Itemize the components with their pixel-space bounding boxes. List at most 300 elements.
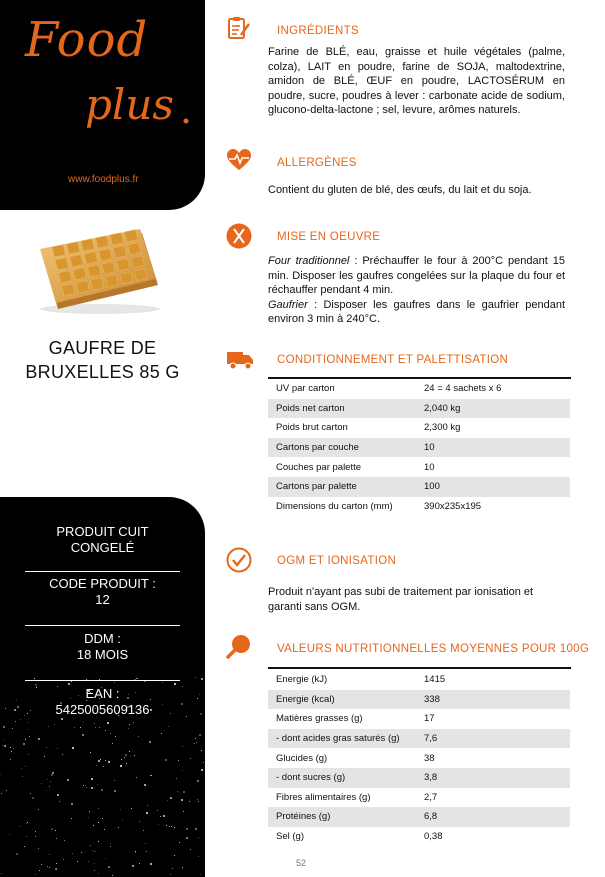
- sparkle-dot: [100, 759, 101, 760]
- product-title-line2: BRUXELLES 85 G: [25, 362, 180, 382]
- waffle-cell: [84, 252, 98, 264]
- sparkle-dot: [161, 733, 162, 734]
- waffle-cell: [62, 284, 76, 296]
- sparkle-dot: [128, 728, 129, 729]
- sparkle-dot: [168, 726, 169, 727]
- sparkle-dot: [98, 808, 99, 809]
- row-value: 1415: [424, 674, 446, 686]
- magnifier-icon: [226, 633, 252, 659]
- sparkle-dot: [199, 694, 200, 695]
- sparkle-dot: [38, 848, 39, 849]
- sparkle-dot: [24, 846, 25, 847]
- sparkle-dot: [71, 803, 73, 805]
- sparkle-dot: [28, 754, 29, 755]
- sparkle-dot: [49, 786, 50, 787]
- sparkle-dot: [114, 780, 115, 781]
- sparkle-dot: [15, 721, 16, 722]
- allergens-text: Contient du gluten de blé, des œufs, du lait et du soja.: [268, 184, 532, 196]
- waffle-cell: [99, 249, 113, 261]
- sparkle-dot: [77, 861, 78, 862]
- sparkle-dot: [56, 838, 57, 839]
- sparkle-dot: [189, 801, 190, 802]
- sparkle-dot: [35, 874, 36, 875]
- sparkle-dot: [56, 863, 57, 864]
- ogm-title: OGM ET IONISATION: [277, 555, 397, 567]
- sparkle-dot: [22, 776, 23, 777]
- row-value: 2,300 kg: [424, 422, 461, 434]
- sparkle-dot: [56, 869, 57, 870]
- sparkle-dot: [10, 747, 11, 748]
- info-ean-value: 5425005609136: [55, 702, 150, 717]
- waffle-cell: [58, 271, 72, 283]
- waffle-cell: [102, 262, 116, 274]
- row-label: Couches par palette: [276, 461, 362, 473]
- sparkle-dot: [124, 757, 125, 758]
- sparkle-dot: [49, 867, 50, 868]
- row-value: 338: [416, 690, 570, 710]
- sparkle-dot: [166, 825, 167, 826]
- table-row: [268, 690, 570, 710]
- sparkle-dot: [134, 755, 135, 756]
- sparkle-dot: [186, 837, 188, 839]
- sparkle-dot: [63, 859, 64, 860]
- sparkle-dot: [195, 828, 197, 830]
- row-value: 6,8: [416, 807, 570, 827]
- sparkle-dot: [47, 779, 48, 780]
- sparkle-dot: [151, 775, 152, 776]
- sparkle-dot: [81, 852, 82, 853]
- sparkle-dot: [126, 763, 127, 764]
- sparkle-dot: [169, 826, 170, 827]
- sparkle-dot: [98, 760, 100, 762]
- sparkle-dot: [48, 726, 49, 727]
- sparkle-dot: [96, 765, 97, 766]
- sparkle-dot: [72, 747, 74, 749]
- sparkle-dot: [35, 831, 36, 832]
- row-label: Fibres alimentaires (g): [276, 791, 371, 803]
- sparkle-dot: [44, 756, 45, 757]
- waffle-cell: [128, 243, 142, 255]
- sparkle-dot: [198, 837, 199, 838]
- table-row: [268, 827, 570, 847]
- sparkle-dot: [16, 853, 18, 855]
- sparkle-dot: [170, 874, 171, 875]
- sparkle-dot: [57, 794, 59, 796]
- sparkle-dot: [176, 778, 177, 779]
- row-label: Glucides (g): [276, 752, 328, 764]
- sparkle-dot: [105, 730, 106, 731]
- waffle-cell: [67, 242, 81, 254]
- table-row: [268, 807, 570, 827]
- row-value: 2,040 kg: [416, 399, 570, 419]
- info-ean-label: EAN :: [85, 686, 120, 701]
- sparkle-dot: [62, 754, 63, 755]
- sparkle-dot: [139, 821, 140, 822]
- row-value: 7,6: [416, 729, 570, 749]
- sparkle-dot: [200, 713, 202, 715]
- sparkle-dot: [157, 810, 158, 811]
- sparkle-dot: [194, 743, 195, 744]
- check-circle-icon: [226, 547, 252, 573]
- sparkle-dot: [182, 770, 183, 771]
- brand-url: www.foodplus.fr: [68, 174, 139, 185]
- row-value: 2,7: [424, 791, 438, 803]
- sparkle-dot: [46, 747, 47, 748]
- preparation-waffle-iron: [268, 298, 565, 327]
- row-value: 17: [424, 713, 435, 725]
- sparkle-dot: [38, 809, 39, 810]
- sparkle-dot: [11, 751, 12, 752]
- sparkle-dot: [198, 801, 199, 802]
- sparkle-dot: [120, 809, 121, 810]
- sparkle-dot: [29, 736, 30, 737]
- sparkle-dot: [83, 722, 84, 723]
- waffle-cell: [52, 245, 66, 257]
- row-value: 38: [424, 752, 435, 764]
- sparkle-dot: [146, 812, 148, 814]
- sparkle-dot: [129, 751, 130, 752]
- sparkle-dot: [94, 851, 95, 852]
- sparkle-dot: [4, 745, 6, 747]
- sparkle-dot: [101, 789, 103, 791]
- sparkle-dot: [114, 682, 115, 683]
- row-label: Protéines (g): [268, 807, 416, 827]
- waffle-cell: [55, 258, 68, 270]
- sparkle-dot: [72, 853, 73, 854]
- sparkle-dot: [95, 727, 96, 728]
- preparation-oven-label: Four traditionnel: [268, 255, 350, 267]
- sparkle-dot: [201, 678, 203, 680]
- waffle-image: [30, 225, 165, 315]
- sparkle-dot: [28, 729, 29, 730]
- product-info-panel: [0, 497, 205, 877]
- sparkle-dot: [28, 722, 29, 723]
- sparkle-dot: [112, 743, 113, 744]
- sparkle-dot: [114, 790, 116, 792]
- sparkle-dot: [4, 739, 5, 740]
- sparkle-dot: [121, 759, 122, 760]
- table-row: [268, 379, 570, 399]
- sparkle-dot: [13, 748, 14, 749]
- sparkle-dot: [21, 768, 22, 769]
- sparkle-dot: [89, 811, 90, 812]
- info-product-code: [25, 576, 180, 608]
- sparkle-dot: [86, 787, 87, 788]
- product-title-line1: GAUFRE DE: [48, 338, 157, 358]
- logo-dot-icon: [183, 118, 189, 124]
- sparkle-dot: [5, 708, 6, 709]
- sparkle-dot: [149, 741, 151, 743]
- info-ddm-label: DDM :: [84, 631, 121, 646]
- sparkle-dot: [94, 723, 95, 724]
- sparkle-dot: [110, 733, 111, 734]
- sparkle-dot: [41, 783, 42, 784]
- info-code-label: CODE PRODUIT :: [49, 576, 156, 591]
- sparkle-dot: [203, 762, 204, 763]
- sparkle-dot: [50, 781, 51, 782]
- sparkle-dot: [64, 840, 65, 841]
- table-row: [268, 748, 570, 768]
- sparkle-dot: [110, 846, 111, 847]
- row-value: 0,38: [424, 831, 443, 843]
- sparkle-dot: [183, 791, 185, 793]
- packaging-table: [268, 379, 570, 516]
- sparkle-dot: [195, 738, 196, 739]
- nutrition-table-rule: [268, 667, 571, 669]
- sparkle-dot: [145, 843, 146, 844]
- row-label: Cartons par couche: [268, 438, 416, 458]
- sparkle-dot: [27, 822, 28, 823]
- sparkle-dot: [26, 836, 27, 837]
- sparkle-dot: [97, 784, 98, 785]
- sparkle-dot: [83, 785, 84, 786]
- sparkle-dot: [91, 787, 93, 789]
- waffle-cell: [110, 233, 124, 245]
- sparkle-dot: [190, 849, 191, 850]
- sparkle-dot: [90, 752, 91, 753]
- sparkle-dot: [186, 828, 188, 830]
- sparkle-dot: [1, 793, 2, 794]
- sparkle-dot: [26, 823, 27, 824]
- sparkle-dot: [183, 811, 184, 812]
- row-value: 390x235x195: [424, 500, 482, 512]
- row-label: Energie (kJ): [276, 674, 328, 686]
- sparkle-dot: [174, 827, 175, 828]
- info-ddm: [25, 631, 180, 663]
- fork-knife-icon: [226, 223, 252, 249]
- sparkle-dot: [197, 698, 198, 699]
- waffle-cell: [76, 281, 90, 293]
- waffle-cell: [73, 268, 87, 280]
- sparkle-dot: [39, 870, 40, 871]
- row-label: Poids net carton: [268, 399, 416, 419]
- sparkle-dot: [1, 873, 2, 874]
- row-value: 10: [424, 461, 435, 473]
- sparkle-dot: [91, 778, 93, 780]
- waffle-cell: [81, 239, 95, 251]
- waffle-cell: [87, 265, 101, 277]
- sparkle-dot: [143, 830, 144, 831]
- info-code-value: 12: [95, 592, 110, 607]
- ingredients-text: Farine de BLÉ, eau, graisse et huile végétales (palme, colza), LAIT en poudre, farine de SOJA, maltodextrine, amidon de BLÉ, ŒUF en poudre, LACTOSÉRUM en poudre, sucre, poudres à lever : carbonate acide de sodium, glucono-delta-lactone ; sel, levure, arômes naturels.: [268, 46, 565, 116]
- sparkle-dot: [19, 826, 20, 827]
- table-row: [268, 399, 570, 419]
- table-row: [268, 477, 570, 497]
- sparkle-dot: [25, 739, 26, 740]
- sparkle-dot: [51, 774, 53, 776]
- waffle-cell: [91, 278, 105, 290]
- sparkle-dot: [88, 861, 89, 862]
- sparkle-dot: [178, 760, 179, 761]
- sparkle-dot: [98, 873, 99, 874]
- sparkle-dot: [136, 777, 137, 778]
- sparkle-dot: [186, 716, 187, 717]
- sparkle-dot: [137, 678, 138, 679]
- sparkle-dot: [115, 736, 116, 737]
- sparkle-dot: [195, 677, 196, 678]
- sparkle-dot: [88, 817, 89, 818]
- sparkle-dot: [82, 731, 83, 732]
- sparkle-dot: [201, 769, 203, 771]
- sparkle-dot: [129, 724, 130, 725]
- table-row: [268, 729, 570, 749]
- sparkle-dot: [174, 855, 175, 856]
- waffle-cell: [120, 272, 134, 284]
- sparkle-dot: [32, 797, 34, 799]
- sparkle-dot: [93, 825, 94, 826]
- info-ddm-value: 18 MOIS: [76, 647, 129, 662]
- waffle-cell: [134, 269, 148, 281]
- sparkle-dot: [3, 726, 5, 728]
- sparkle-dot: [80, 727, 81, 728]
- sparkle-dot: [10, 759, 11, 760]
- sparkle-dot: [182, 746, 183, 747]
- waffle-cell: [125, 230, 139, 242]
- info-separator: [25, 571, 180, 572]
- info-state-line2: CONGELÉ: [70, 540, 135, 555]
- sparkle-dot: [108, 761, 110, 763]
- sparkle-dot: [103, 766, 104, 767]
- sparkle-dot: [182, 867, 183, 868]
- row-label: Sel (g): [276, 831, 304, 843]
- sparkle-dot: [197, 780, 199, 782]
- sparkle-dot: [55, 830, 56, 831]
- preparation-title: MISE EN OEUVRE: [277, 231, 381, 243]
- row-label: Matières grasses (g): [276, 713, 363, 725]
- preparation-text: [268, 254, 565, 327]
- sparkle-dot: [198, 856, 199, 857]
- sparkle-dot: [105, 760, 106, 761]
- sparkle-dot: [181, 799, 183, 801]
- sparkle-dot: [190, 758, 191, 759]
- sparkle-dot: [172, 868, 173, 869]
- sparkle-dot: [147, 805, 148, 806]
- sparkle-dot: [177, 791, 178, 792]
- sparkle-dot: [107, 722, 109, 724]
- waffle-cell: [96, 236, 110, 248]
- sparkle-dot: [82, 734, 84, 736]
- waffle-cell: [70, 255, 84, 267]
- sparkle-dot: [196, 742, 197, 743]
- sparkle-dot: [61, 718, 63, 720]
- info-separator: [25, 625, 180, 626]
- row-value: 3,8: [416, 768, 570, 788]
- row-label: Poids brut carton: [276, 422, 348, 434]
- sparkle-dot: [197, 799, 198, 800]
- sparkle-dot: [51, 828, 53, 830]
- sparkle-dot: [41, 864, 42, 865]
- sparkle-dot: [98, 841, 99, 842]
- sparkle-dot: [104, 829, 105, 830]
- sparkle-dot: [110, 843, 111, 844]
- allergens-title: ALLERGÈNES: [277, 157, 357, 169]
- brand-logo-panel: [0, 0, 205, 210]
- sparkle-dot: [170, 797, 172, 799]
- sparkle-dot: [94, 863, 95, 864]
- sparkle-dot: [118, 827, 119, 828]
- sparkle-dot: [201, 750, 202, 751]
- page-number: 52: [296, 858, 307, 868]
- sparkle-dot: [131, 808, 132, 809]
- sparkle-dot: [139, 863, 140, 864]
- table-row: [268, 418, 570, 438]
- sparkle-dot: [160, 816, 161, 817]
- sparkle-dot: [20, 719, 21, 720]
- sparkle-dot: [38, 738, 40, 740]
- sparkle-dot: [133, 722, 134, 723]
- sparkle-dot: [144, 784, 146, 786]
- sparkle-dot: [181, 703, 183, 705]
- info-state-line1: PRODUIT CUIT: [56, 524, 149, 539]
- sparkle-dot: [108, 866, 110, 868]
- sparkle-dot: [171, 826, 172, 827]
- sparkle-dot: [68, 683, 70, 685]
- table-row: [268, 788, 570, 808]
- sparkle-dot: [122, 819, 123, 820]
- sparkle-dot: [165, 759, 167, 761]
- table-row: [268, 709, 570, 729]
- table-row: [268, 768, 570, 788]
- nutrition-title: VALEURS NUTRITIONNELLES MOYENNES POUR 100G: [277, 643, 590, 655]
- sparkle-dot: [199, 734, 201, 736]
- sparkle-dot: [34, 678, 35, 679]
- sparkle-dot: [67, 779, 69, 781]
- sparkle-dot: [200, 874, 201, 875]
- sparkle-dot: [54, 724, 55, 725]
- table-row: [268, 438, 570, 458]
- sparkle-dot: [132, 865, 134, 867]
- sparkle-dot: [59, 801, 60, 802]
- brand-name-plus: plus: [85, 80, 174, 129]
- sparkle-dot: [162, 682, 163, 683]
- sparkle-dot: [46, 790, 47, 791]
- sparkle-dot: [30, 793, 31, 794]
- waffle-cell: [116, 259, 129, 271]
- sparkle-dot: [12, 728, 13, 729]
- sparkle-dot: [125, 754, 127, 756]
- sparkle-dot: [98, 822, 99, 823]
- sparkle-dot: [163, 815, 165, 817]
- ogm-text: Produit n'ayant pas subi de traitement par ionisation et garanti sans OGM.: [268, 586, 534, 613]
- row-value: 100: [416, 477, 570, 497]
- sparkle-dot: [25, 766, 26, 767]
- row-label: Cartons par palette: [268, 477, 416, 497]
- sparkle-dot: [71, 818, 72, 819]
- sparkle-dot: [182, 686, 183, 687]
- table-row: [268, 457, 570, 477]
- info-separator: [25, 680, 180, 681]
- waffle-cell: [105, 275, 119, 287]
- sparkle-dot: [14, 709, 16, 711]
- preparation-oven-text: : Préchauffer le four à 200°C pendant 15 min. Disposer les gaufres congelées sur la plaque du four et réchauffer pendant 4 min.: [268, 255, 565, 296]
- info-state: [25, 524, 180, 556]
- sparkle-dot: [35, 836, 36, 837]
- sparkle-dot: [99, 727, 100, 728]
- sparkle-dot: [135, 852, 136, 853]
- waffle-cell: [113, 246, 127, 258]
- clipboard-pencil-icon: [226, 15, 252, 41]
- info-ean: [25, 686, 180, 718]
- sparkle-dot: [130, 756, 131, 757]
- nutrition-table: [268, 670, 570, 846]
- table-row: [268, 497, 570, 517]
- brand-name-food: Food: [25, 12, 149, 68]
- sparkle-dot: [6, 790, 7, 791]
- sparkle-dot: [0, 774, 1, 775]
- sparkle-dot: [146, 851, 147, 852]
- sparkle-dot: [74, 727, 75, 728]
- heart-pulse-icon: [226, 147, 252, 173]
